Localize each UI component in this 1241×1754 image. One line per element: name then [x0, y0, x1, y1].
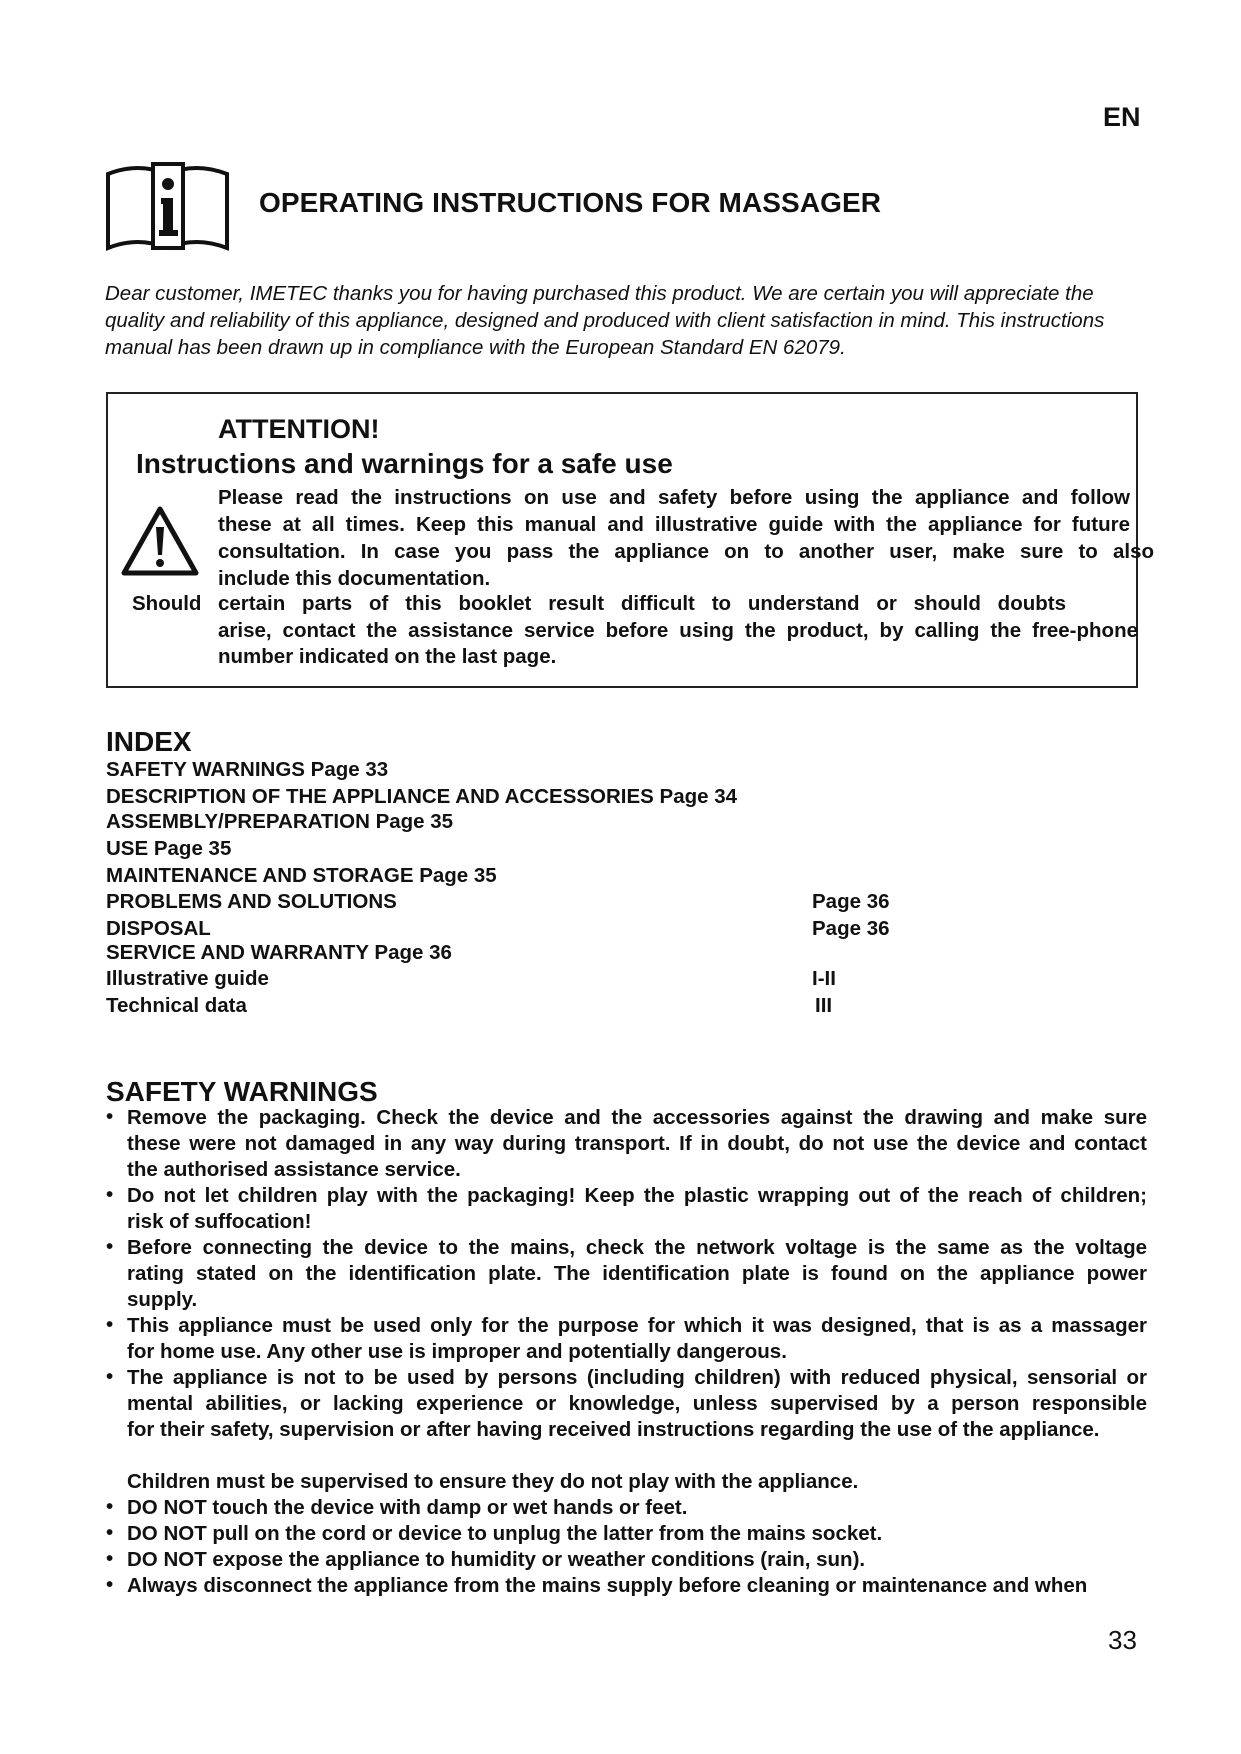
attention-line: include this documentation. — [218, 567, 491, 590]
index-item: MAINTENANCE AND STORAGE Page 35 — [106, 864, 497, 887]
index-item: Technical data — [106, 994, 247, 1017]
children-note: Children must be supervised to ensure they do not play with the appliance. — [127, 1470, 859, 1493]
safety-warnings-title: SAFETY WARNINGS — [106, 1076, 378, 1107]
page-number: 33 — [1108, 1625, 1137, 1655]
warning-bullet: • DO NOT touch the device with damp or wet hands or feet. — [106, 1495, 1186, 1521]
attention-line: number indicated on the last page. — [218, 645, 557, 668]
attention-line: consultation. In case you pass the appliance on to another user, make sure to also — [218, 540, 1154, 563]
index-title: INDEX — [106, 726, 192, 757]
index-item: Illustrative guide — [106, 967, 269, 990]
intro-paragraph: Dear customer, IMETEC thanks you for having purchased this product. We are certain you will appreciate the quality and reliability of this appliance, designed and produced with client satisfaction in mind. This instructions manual has been drawn up in compliance with the European Standard EN 62079. — [105, 282, 1105, 359]
attention-line: certain parts of this booklet result difficult to understand or should doubts — [218, 592, 1066, 615]
warning-bullet: • DO NOT pull on the cord or device to unplug the latter from the mains socket. — [106, 1521, 1186, 1547]
index-item-page: Page 36 — [812, 890, 890, 913]
index-item: SERVICE AND WARRANTY Page 36 — [106, 941, 452, 964]
warning-bullet: • This appliance must be used only for the purpose for which it was designed, that is as a massager for home use. Any other use is improper and potentially dangerous. — [106, 1313, 1186, 1365]
index-item-page: III — [815, 994, 833, 1017]
warning-bullet: • DO NOT expose the appliance to humidity or weather conditions (rain, sun). — [106, 1547, 1186, 1573]
index-item: USE Page 35 — [106, 837, 232, 860]
index-item-page: I-II — [812, 967, 836, 990]
document-title: OPERATING INSTRUCTIONS FOR MASSAGER — [259, 187, 882, 218]
index-item: DISPOSAL — [106, 917, 211, 940]
attention-line: Please read the instructions on use and safety before using the appliance and follow — [218, 486, 1130, 509]
index-item: SAFETY WARNINGS Page 33 — [106, 758, 389, 781]
language-code: EN — [1103, 102, 1141, 132]
index-item: DESCRIPTION OF THE APPLIANCE AND ACCESSORIES Page 34 — [106, 785, 738, 808]
attention-subtitle: Instructions and warnings for a safe use — [136, 448, 673, 479]
warning-bullet: • Always disconnect the appliance from the mains supply before cleaning or maintenance and when — [106, 1573, 1186, 1599]
warning-bullet: • Remove the packaging. Check the device and the accessories against the drawing and make sure these were not damaged in any way during transport. If in doubt, do not use the device and contact the authorised assistance service. — [106, 1105, 1186, 1183]
warning-bullet: • The appliance is not to be used by persons (including children) with reduced physical, sensorial or mental abilities, or lacking experience or knowledge, unless supervised by a person responsible for their safety, supervision or after having received instructions regarding the use of the appliance. — [106, 1365, 1186, 1443]
attention-line: these at all times. Keep this manual and illustrative guide with the appliance for future — [218, 513, 1130, 536]
info-manual-icon — [105, 160, 231, 252]
attention-title: ATTENTION! — [218, 414, 380, 444]
warning-bullet: • Do not let children play with the packaging! Keep the plastic wrapping out of the reach of children; risk of suffocation! — [106, 1183, 1186, 1235]
warning-triangle-icon — [120, 505, 200, 577]
index-item: ASSEMBLY/PREPARATION Page 35 — [106, 810, 454, 833]
attention-line: arise, contact the assistance service before using the product, by calling the free-phone — [218, 619, 1138, 642]
index-item-page: Page 36 — [812, 917, 890, 940]
attention-should: Should — [132, 592, 202, 615]
index-item: PROBLEMS AND SOLUTIONS — [106, 890, 397, 913]
safety-warnings-list — [106, 1105, 1186, 1599]
warning-bullet: • Before connecting the device to the mains, check the network voltage is the same as the voltage rating stated on the identification plate. The identification plate is found on the appliance power supply. — [106, 1235, 1186, 1313]
